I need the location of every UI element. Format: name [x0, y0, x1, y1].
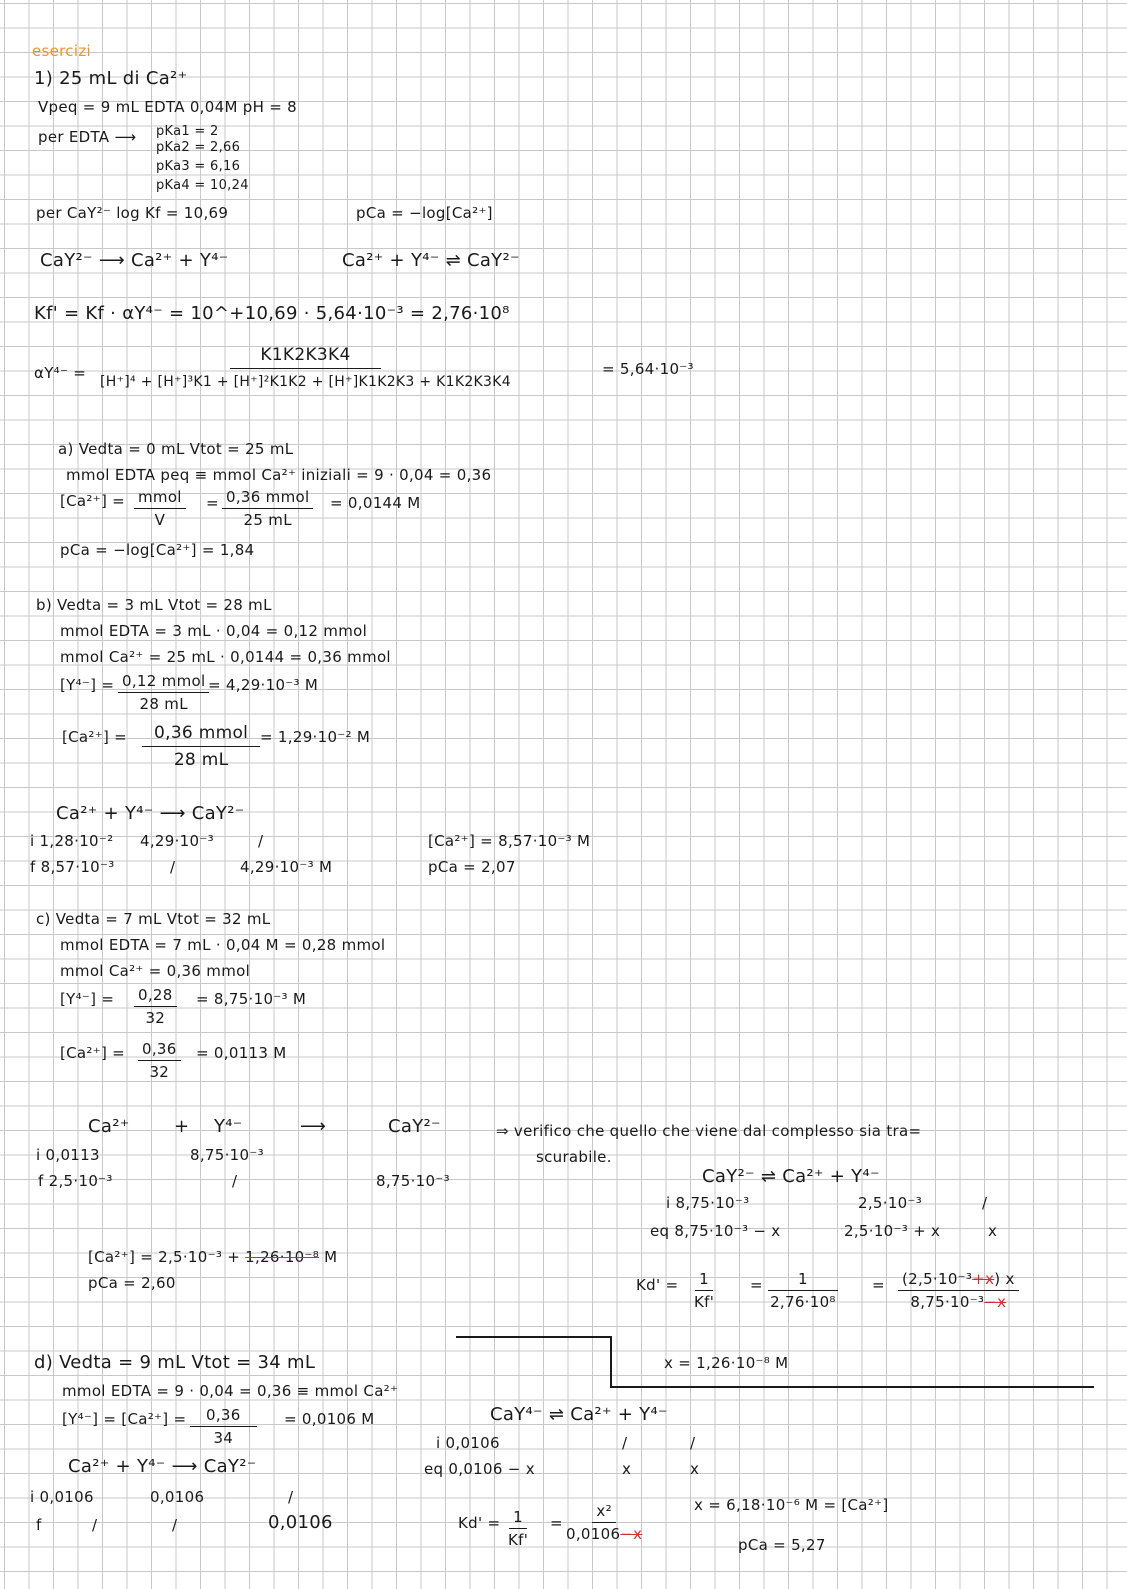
part-d-kd-f1-num: 1 [509, 1508, 527, 1529]
part-d-y-result: = 0,0106 M [284, 1410, 375, 1428]
part-d-row-i-prod: / [288, 1488, 294, 1506]
part-d-eq-row-eq-y: x [690, 1460, 700, 1478]
part-d-reaction: Ca²⁺ + Y⁴⁻ ⟶ CaY²⁻ [68, 1456, 257, 1477]
part-b-mmol-ca: mmol Ca²⁺ = 25 mL · 0,0144 = 0,36 mmol [60, 648, 391, 666]
part-a-f2-den: 25 mL [243, 511, 292, 529]
part-c-note-line1: ⇒ verifico che quello che viene dal complesso sia tra= [496, 1122, 922, 1140]
part-c-row-f-prod: 8,75·10⁻³ [376, 1172, 450, 1190]
part-c-row-i-y: 8,75·10⁻³ [190, 1146, 264, 1164]
part-c-eq-row-i-ca: 2,5·10⁻³ [858, 1194, 923, 1212]
part-b-y-lhs: [Y⁴⁻] = [60, 676, 115, 694]
part-b-mmol-edta: mmol EDTA = 3 mL · 0,04 = 0,12 mmol [60, 622, 368, 640]
part-c-rx-y: Y⁴⁻ [214, 1116, 243, 1137]
alpha-value: = 5,64·10⁻³ [602, 360, 694, 378]
part-d-y-lhs: [Y⁴⁻] = [Ca²⁺] = [62, 1410, 187, 1428]
pka-label: per EDTA ⟶ [38, 128, 137, 146]
part-a-f1-den: V [154, 511, 166, 529]
part-b-y-num: 0,12 mmol [118, 672, 209, 693]
part-c-x-result: x = 1,26·10⁻⁸ M [664, 1354, 789, 1372]
part-c-kd-f1-num: 1 [695, 1270, 713, 1291]
part-c-kd-eq2: = [872, 1276, 885, 1294]
part-c-mmol-edta: mmol EDTA = 7 mL · 0,04 M = 0,28 mmol [60, 936, 386, 954]
part-d-kd-f1-den: Kf' [508, 1531, 529, 1549]
part-b-y-den: 28 mL [139, 695, 188, 713]
formation-reaction: Ca²⁺ + Y⁴⁻ ⇌ CaY²⁻ [342, 250, 520, 271]
part-c-ca-result: = 0,0113 M [196, 1044, 287, 1062]
part-d-x-result: x = 6,18·10⁻⁶ M = [Ca²⁺] [694, 1496, 889, 1514]
part-d-eq-row-i-y: / [690, 1434, 696, 1452]
part-c-kd-f1 [694, 1270, 714, 1311]
part-b-row-f-y: / [170, 858, 176, 876]
part-a-conc-lhs: [Ca²⁺] = [60, 492, 126, 510]
part-c-eq-reaction: CaY²⁻ ⇌ Ca²⁺ + Y⁴⁻ [702, 1166, 880, 1187]
part-c-kd-f2 [768, 1270, 838, 1311]
pka1: pKa1 = 2 [156, 124, 219, 139]
part-d-mmol: mmol EDTA = 9 · 0,04 = 0,36 ≡ mmol Ca²⁺ [62, 1382, 399, 1400]
pka4: pKa4 = 10,24 [156, 178, 249, 193]
part-d-row-i: i 0,0106 [30, 1488, 94, 1506]
part-a-mmol: mmol EDTA peq ≡ mmol Ca²⁺ iniziali = 9 · 0,04 = 0,36 [66, 466, 492, 484]
part-d-kd-f1 [508, 1508, 528, 1549]
part-c-final-ca [88, 1248, 337, 1266]
part-b-y-result: = 4,29·10⁻³ M [208, 676, 319, 694]
part-c-mmol-ca: mmol Ca²⁺ = 0,36 mmol [60, 962, 251, 980]
part-c-row-f-y: / [232, 1172, 238, 1190]
part-c-eq-row-i: i 8,75·10⁻³ [666, 1194, 750, 1212]
part-a-f1-num: mmol [134, 488, 186, 509]
part-c-eq-row-eq: eq 8,75·10⁻³ − x [650, 1222, 781, 1240]
problem-header: 1) 25 mL di Ca²⁺ [34, 68, 188, 89]
part-b-ca-fraction [142, 722, 260, 771]
part-c-kd-f3 [898, 1270, 1019, 1311]
part-d-kd-f2-num: x² [592, 1502, 616, 1523]
part-c-y-num: 0,28 [134, 986, 177, 1007]
part-d-eq-reaction: CaY⁴⁻ ⇌ Ca²⁺ + Y⁴⁻ [490, 1404, 668, 1425]
part-c-kd-f3-num-a: (2,5·10⁻³ [902, 1270, 973, 1288]
part-d-kd-lhs: Kd' = [458, 1514, 501, 1532]
part-c-kd-f2-num: 1 [768, 1270, 838, 1291]
part-c-kd-f3-num-c: ) x [994, 1270, 1015, 1288]
part-c-y-lhs: [Y⁴⁻] = [60, 990, 115, 1008]
dissociation-reaction: CaY²⁻ ⟶ Ca²⁺ + Y⁴⁻ [40, 250, 229, 271]
part-c-kd-f3-num-crossed: +x [972, 1270, 995, 1288]
pka3: pKa3 = 6,16 [156, 159, 241, 174]
part-d-row-f-prod: 0,0106 [268, 1512, 333, 1533]
part-d-row-f-y: / [172, 1516, 178, 1534]
page-title: esercizi [32, 42, 91, 60]
part-d-row-f-ca: / [92, 1516, 98, 1534]
part-b-y-fraction [118, 672, 209, 713]
part-c-kd-f1-den: Kf' [694, 1293, 715, 1311]
part-d-eq-row-eq: eq 0,0106 − x [424, 1460, 535, 1478]
part-c-rx-plus: + [174, 1116, 190, 1137]
part-b-row-f-prod: 4,29·10⁻³ M [240, 858, 333, 876]
part-b-ca-num: 0,36 mmol [142, 722, 260, 747]
separator-bottom [610, 1386, 1094, 1388]
part-c-ca-fraction [138, 1040, 181, 1081]
part-c-kd-f3-den-crossed: −x [984, 1293, 1007, 1311]
alpha-fraction [100, 344, 511, 393]
part-b-ca-result: = 1,29·10⁻² M [260, 728, 371, 746]
part-b-result-ca: [Ca²⁺] = 8,57·10⁻³ M [428, 832, 591, 850]
part-c-eq-row-eq-ca: 2,5·10⁻³ + x [844, 1222, 941, 1240]
part-c-y-den: 32 [145, 1009, 166, 1027]
part-c-ca-num: 0,36 [138, 1040, 181, 1061]
part-d-kd-f2 [566, 1502, 642, 1543]
part-d-kd-f2-den-crossed: −x [620, 1525, 643, 1543]
kf-prime: Kf' = Kf · αY⁴⁻ = 10^+10,69 · 5,64·10⁻³ = 2,76·10⁸ [34, 303, 510, 324]
part-c-row-i: i 0,0113 [36, 1146, 100, 1164]
part-b-row-i-y: 4,29·10⁻³ [140, 832, 214, 850]
part-a-pca: pCa = −log[Ca²⁺] = 1,84 [60, 541, 255, 559]
part-d-kd-f2-den-a: 0,0106 [566, 1525, 621, 1543]
part-c-rx-product: CaY²⁻ [388, 1116, 441, 1137]
part-d-eq-row-i-ca: / [622, 1434, 628, 1452]
part-c-rx-ca: Ca²⁺ [88, 1116, 130, 1137]
part-c-ca-den: 32 [149, 1063, 170, 1081]
part-b-row-f: f 8,57·10⁻³ [30, 858, 115, 876]
alpha-numerator: K1K2K3K4 [230, 344, 380, 369]
separator-top [456, 1336, 612, 1338]
part-c-note-line2: scurabile. [536, 1148, 612, 1166]
part-b-row-i: i 1,28·10⁻² [30, 832, 114, 850]
part-b-ca-den: 28 mL [173, 750, 229, 770]
part-c-kd-f2-den: 2,76·10⁸ [770, 1293, 836, 1311]
part-b-result-pca: pCa = 2,07 [428, 858, 516, 876]
part-a-fraction2 [222, 488, 313, 529]
part-d-y-den: 34 [213, 1429, 234, 1447]
part-c-rx-arrow: ⟶ [300, 1116, 327, 1137]
part-b-ca-lhs: [Ca²⁺] = [62, 728, 128, 746]
part-d-y-fraction [190, 1406, 257, 1447]
part-c-kd-eq1: = [750, 1276, 763, 1294]
part-b-reaction: Ca²⁺ + Y⁴⁻ ⟶ CaY²⁻ [56, 803, 245, 824]
part-b-row-i-prod: / [258, 832, 264, 850]
part-c-header: c) Vedta = 7 mL Vtot = 32 mL [36, 910, 271, 928]
cay-logkf: per CaY²⁻ log Kf = 10,69 [36, 204, 229, 222]
given-data: Vpeq = 9 mL EDTA 0,04M pH = 8 [38, 98, 297, 116]
separator-vertical [610, 1336, 612, 1388]
part-c-ca-lhs: [Ca²⁺] = [60, 1044, 126, 1062]
part-c-y-result: = 8,75·10⁻³ M [196, 990, 307, 1008]
part-d-pca: pCa = 5,27 [738, 1536, 826, 1554]
part-d-header: d) Vedta = 9 mL Vtot = 34 mL [34, 1352, 316, 1373]
part-d-eq-row-i: i 0,0106 [436, 1434, 500, 1452]
part-d-kd-f2-den [566, 1523, 642, 1543]
part-a-equals: = [206, 494, 219, 512]
part-a-f2-num: 0,36 mmol [222, 488, 313, 509]
part-c-kd-f3-den [910, 1291, 1006, 1311]
part-c-kd-f3-num [898, 1270, 1019, 1291]
part-b-header: b) Vedta = 3 mL Vtot = 28 mL [36, 596, 272, 614]
part-c-final-ca-unit: M [319, 1248, 338, 1266]
pka2: pKa2 = 2,66 [156, 140, 241, 155]
part-d-row-f: f [36, 1516, 42, 1534]
part-c-final-ca-value: [Ca²⁺] = 2,5·10⁻³ + [88, 1248, 246, 1266]
part-d-eq-row-eq-ca: x [622, 1460, 632, 1478]
part-d-row-i-y: 0,0106 [150, 1488, 205, 1506]
part-c-eq-row-eq-y: x [988, 1222, 998, 1240]
part-c-kd-f3-den-a: 8,75·10⁻³ [910, 1293, 985, 1311]
part-c-kd-lhs: Kd' = [636, 1276, 679, 1294]
part-a-header: a) Vedta = 0 mL Vtot = 25 mL [58, 440, 294, 458]
part-c-y-fraction [134, 986, 177, 1027]
part-c-row-f: f 2,5·10⁻³ [38, 1172, 113, 1190]
part-c-eq-row-i-y: / [982, 1194, 988, 1212]
part-c-pca: pCa = 2,60 [88, 1274, 176, 1292]
pca-definition: pCa = −log[Ca²⁺] [356, 204, 493, 222]
alpha-denominator: [H⁺]⁴ + [H⁺]³K1 + [H⁺]²K1K2 + [H⁺]K1K2K3 + K1K2K3K4 [100, 374, 511, 390]
part-d-kd-eq: = [550, 1514, 563, 1532]
part-c-final-ca-strike: 1,26·10⁻⁸ [245, 1248, 320, 1266]
alpha-label: αY⁴⁻ = [34, 364, 87, 382]
part-d-y-num: 0,36 [190, 1406, 257, 1427]
part-a-result: = 0,0144 M [330, 494, 421, 512]
part-a-fraction1 [134, 488, 186, 529]
